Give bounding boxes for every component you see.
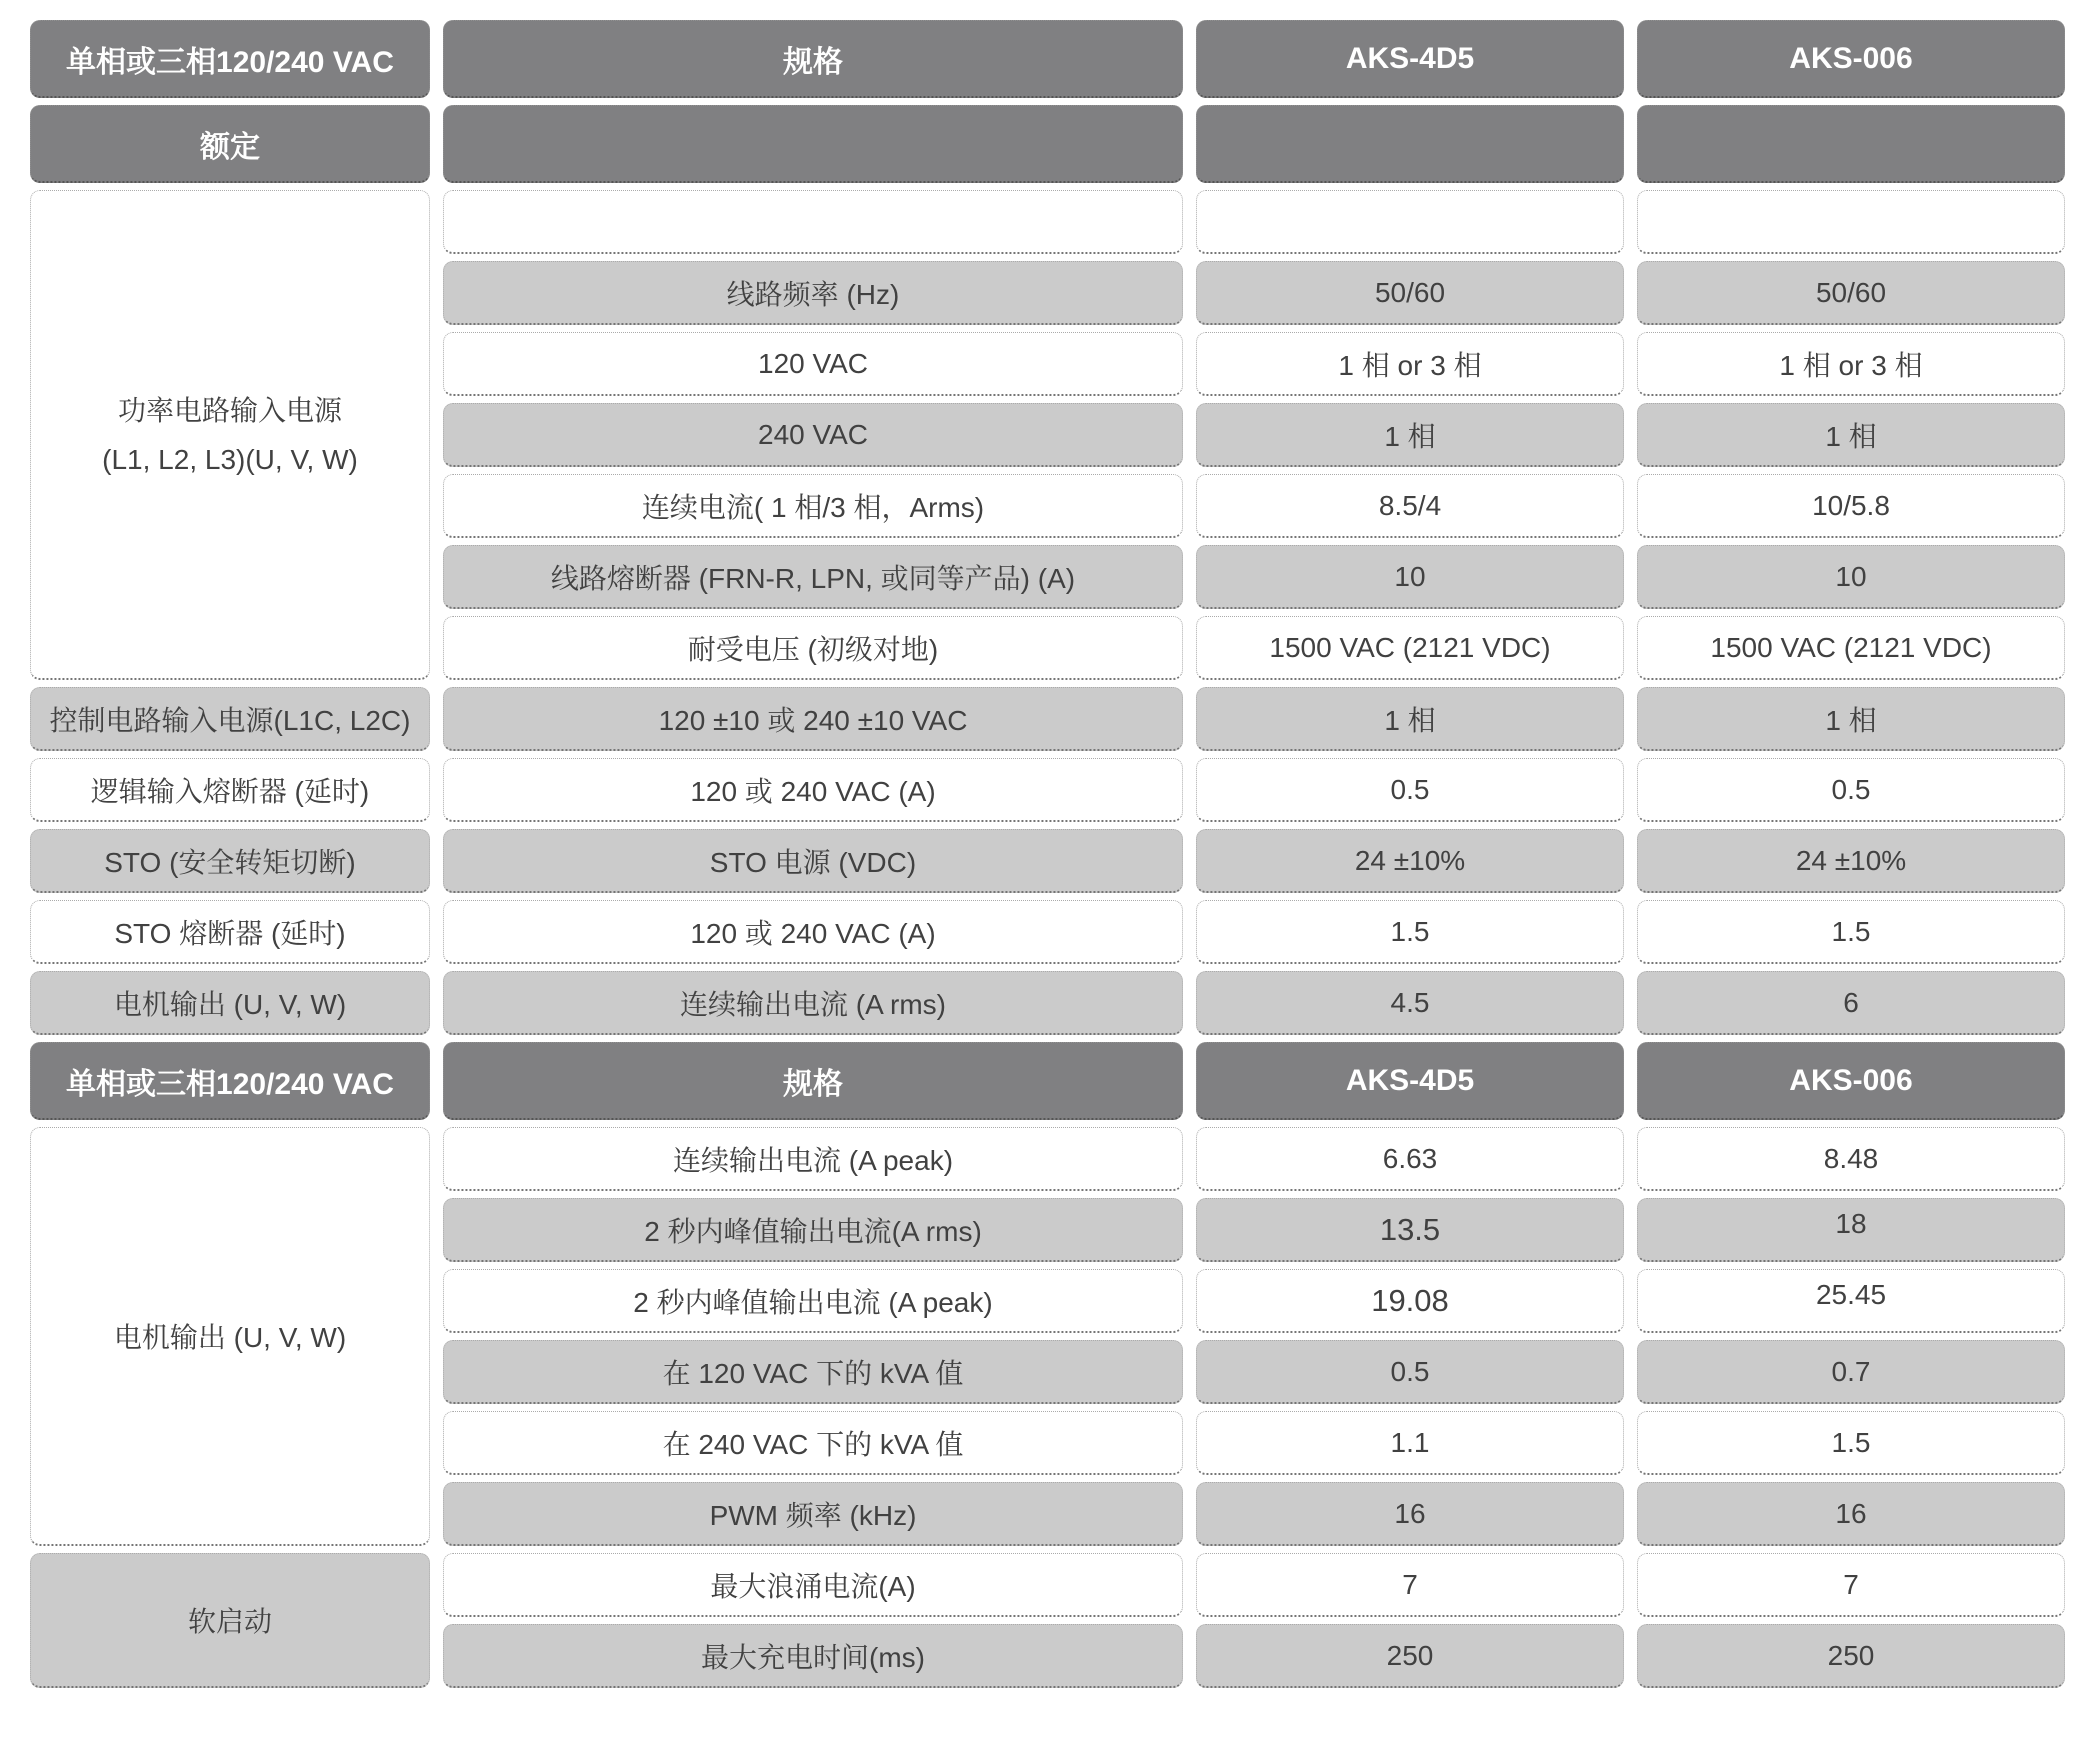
value-cell-aks4d5 (1196, 190, 1624, 254)
table-row (30, 900, 2065, 964)
header-blank-cell (1196, 105, 1624, 183)
spec-cell: 在 240 VAC 下的 kVA 值 (443, 1411, 1183, 1475)
header-model-aks4d5-cell: AKS-4D5 (1196, 1042, 1624, 1120)
spec-cell: 120 或 240 VAC (A) (443, 758, 1183, 822)
spec-cell: 连续输出电流 (A rms) (443, 971, 1183, 1035)
value-cell-aks006: 250 (1637, 1624, 2065, 1688)
value-cell-aks4d5: 13.5 (1196, 1198, 1624, 1262)
value-cell-aks4d5: 1 相 or 3 相 (1196, 332, 1624, 396)
category-cell-sto-fuse: STO 熔断器 (延时) (30, 900, 430, 964)
header-row-mid (30, 1042, 2065, 1120)
spec-cell: 在 120 VAC 下的 kVA 值 (443, 1340, 1183, 1404)
value-cell-aks006 (1637, 190, 2065, 254)
category-cell-motor-output-2: 电机输出 (U, V, W) (30, 1127, 430, 1546)
value-cell-aks4d5: 1 相 (1196, 403, 1624, 467)
value-cell-aks4d5: 1.1 (1196, 1411, 1624, 1475)
value-cell-aks006: 10 (1637, 545, 2065, 609)
value-cell-aks4d5: 10 (1196, 545, 1624, 609)
table-row (30, 687, 2065, 751)
spec-cell: 耐受电压 (初级对地) (443, 616, 1183, 680)
spec-cell: 120 ±10 或 240 ±10 VAC (443, 687, 1183, 751)
header-rating-cell: 额定 (30, 105, 430, 183)
category-cell-logic-input-fuse: 逻辑输入熔断器 (延时) (30, 758, 430, 822)
header-spec-cell: 规格 (443, 1042, 1183, 1120)
value-cell-aks4d5: 16 (1196, 1482, 1624, 1546)
value-cell-aks4d5: 1 相 (1196, 687, 1624, 751)
table-row (30, 758, 2065, 822)
header-category-cell: 单相或三相120/240 VAC (30, 20, 430, 98)
spec-cell: 2 秒内峰值输出电流 (A peak) (443, 1269, 1183, 1333)
category-label-line2: (L1, L2, L3)(U, V, W) (102, 443, 358, 475)
value-cell-aks006: 16 (1637, 1482, 2065, 1546)
value-cell-aks006: 6 (1637, 971, 2065, 1035)
value-cell-aks4d5: 19.08 (1196, 1269, 1624, 1333)
spec-cell: 连续电流( 1 相/3 相，Arms) (443, 474, 1183, 538)
value-cell-aks4d5: 6.63 (1196, 1127, 1624, 1191)
value-cell-aks4d5: 0.5 (1196, 1340, 1624, 1404)
header-blank-cell (1637, 105, 2065, 183)
category-cell-motor-output: 电机输出 (U, V, W) (30, 971, 430, 1035)
value-cell-aks4d5: 50/60 (1196, 261, 1624, 325)
spec-cell: 240 VAC (443, 403, 1183, 467)
spec-cell: 最大充电时间(ms) (443, 1624, 1183, 1688)
header-row-top (30, 20, 2065, 98)
value-cell-aks006: 25.45 (1637, 1269, 2065, 1333)
value-cell-aks006: 0.5 (1637, 758, 2065, 822)
value-cell-aks006: 1 相 (1637, 687, 2065, 751)
value-cell-aks4d5: 4.5 (1196, 971, 1624, 1035)
spec-cell: 线路熔断器 (FRN-R, LPN, 或同等产品) (A) (443, 545, 1183, 609)
header-row-rating (30, 105, 2065, 183)
spec-table (17, 13, 2078, 1695)
value-cell-aks006: 1.5 (1637, 900, 2065, 964)
table-row (30, 1127, 2065, 1191)
table-row (30, 1553, 2065, 1617)
category-cell-power-input (30, 190, 430, 680)
value-cell-aks006: 7 (1637, 1553, 2065, 1617)
spec-cell: 线路频率 (Hz) (443, 261, 1183, 325)
category-cell-soft-start: 软启动 (30, 1553, 430, 1688)
table-row (30, 829, 2065, 893)
value-cell-aks006: 50/60 (1637, 261, 2065, 325)
header-model-aks4d5-cell: AKS-4D5 (1196, 20, 1624, 98)
spec-cell: 2 秒内峰值输出电流(A rms) (443, 1198, 1183, 1262)
value-cell-aks006: 1 相 or 3 相 (1637, 332, 2065, 396)
value-cell-aks006: 0.7 (1637, 1340, 2065, 1404)
category-cell-sto: STO (安全转矩切断) (30, 829, 430, 893)
value-cell-aks4d5: 0.5 (1196, 758, 1624, 822)
value-cell-aks006: 1 相 (1637, 403, 2065, 467)
value-cell-aks006: 1500 VAC (2121 VDC) (1637, 616, 2065, 680)
value-cell-aks4d5: 1.5 (1196, 900, 1624, 964)
value-cell-aks006: 10/5.8 (1637, 474, 2065, 538)
value-cell-aks4d5: 24 ±10% (1196, 829, 1624, 893)
header-spec-cell: 规格 (443, 20, 1183, 98)
table-row (30, 971, 2065, 1035)
header-model-aks006-cell: AKS-006 (1637, 20, 2065, 98)
spec-cell: 最大浪涌电流(A) (443, 1553, 1183, 1617)
value-cell-aks4d5: 8.5/4 (1196, 474, 1624, 538)
spec-cell (443, 190, 1183, 254)
header-blank-cell (443, 105, 1183, 183)
value-cell-aks006: 24 ±10% (1637, 829, 2065, 893)
header-category-cell: 单相或三相120/240 VAC (30, 1042, 430, 1120)
spec-cell: 120 VAC (443, 332, 1183, 396)
value-cell-aks006: 1.5 (1637, 1411, 2065, 1475)
spec-cell: 120 或 240 VAC (A) (443, 900, 1183, 964)
page (0, 13, 2088, 1738)
value-cell-aks4d5: 1500 VAC (2121 VDC) (1196, 616, 1624, 680)
category-label-line1: 功率电路输入电源 (117, 394, 342, 426)
spec-cell: PWM 频率 (kHz) (443, 1482, 1183, 1546)
value-cell-aks006: 18 (1637, 1198, 2065, 1262)
header-model-aks006-cell: AKS-006 (1637, 1042, 2065, 1120)
value-cell-aks4d5: 7 (1196, 1553, 1624, 1617)
spec-cell: 连续输出电流 (A peak) (443, 1127, 1183, 1191)
spec-cell: STO 电源 (VDC) (443, 829, 1183, 893)
category-cell-control-input: 控制电路输入电源(L1C, L2C) (30, 687, 430, 751)
table-row (30, 190, 2065, 254)
value-cell-aks006: 8.48 (1637, 1127, 2065, 1191)
value-cell-aks4d5: 250 (1196, 1624, 1624, 1688)
